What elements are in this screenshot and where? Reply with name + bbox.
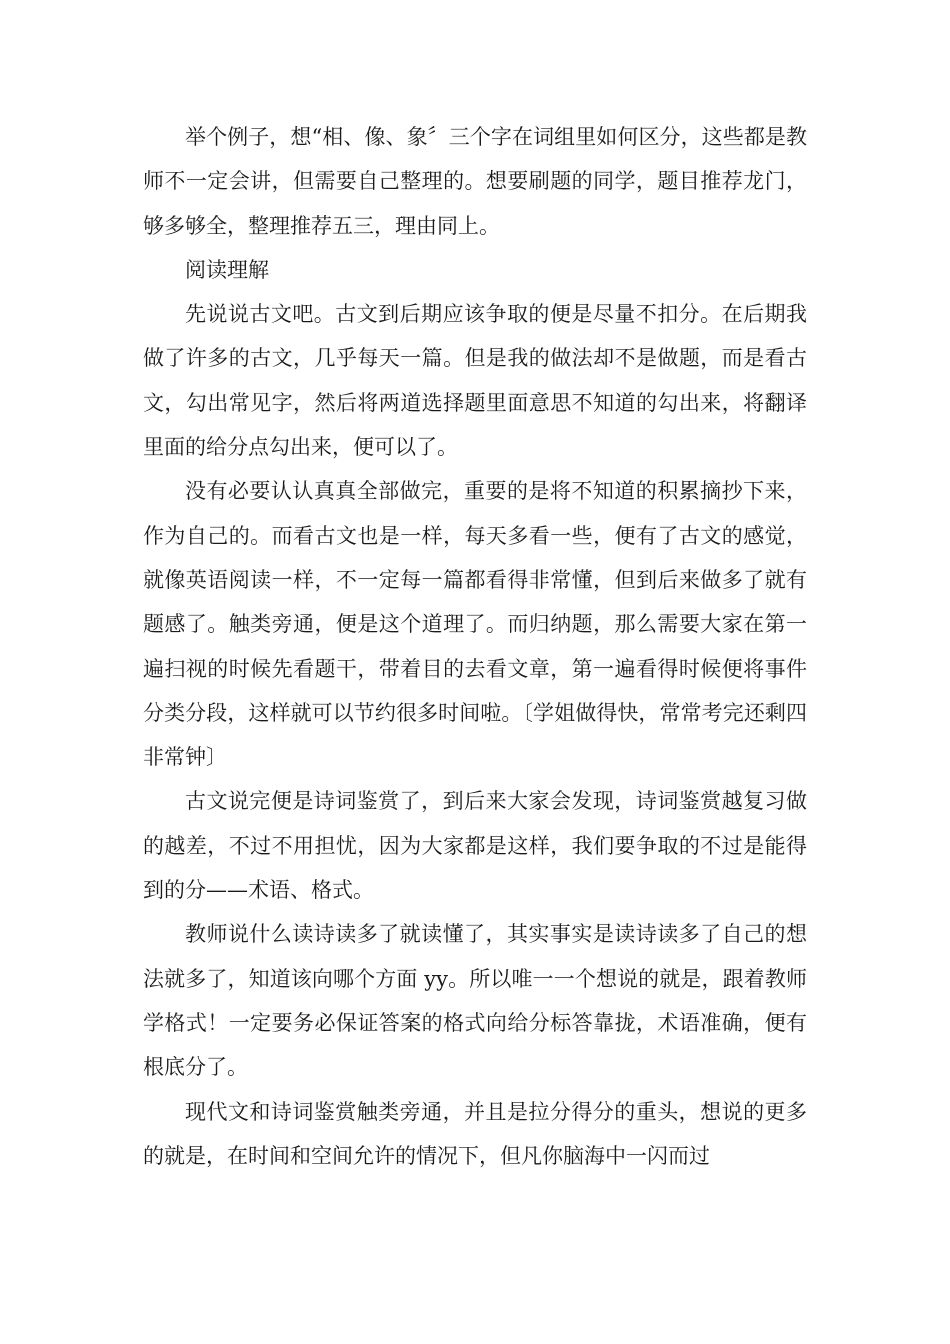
paragraph-modern-text: 现代文和诗词鉴赏触类旁通，并且是拉分得分的重头，想说的更多的就是，在时间和空间允许的情况下，但凡你脑海中一闪而过 <box>143 1099 807 1168</box>
paragraph-poetry: 古文说完便是诗词鉴赏了，到后来大家会发现，诗词鉴赏越复习做的越差，不过不用担忧，因为大家都是这样，我们要争取的不过是能得到的分——术语、格式。 <box>143 789 807 903</box>
document-body <box>143 115 807 1178</box>
paragraph-classical-chinese: 先说说古文吧。古文到后期应该争取的便是尽量不扣分。在后期我做了许多的古文，几乎每天一篇。但是我的做法却不是做题，而是看古文，勾出常见字，然后将两道选择题里面意思不知道的勾出来，将翻译里面的给分点勾出来，便可以了。 <box>143 302 807 460</box>
section-heading-reading: 阅读理解 <box>185 257 269 282</box>
paragraph-accumulate: 没有必要认认真真全部做完，重要的是将不知道的积累摘抄下来，作为自己的。而看古文也是一样，每天多看一些，便有了古文的感觉，就像英语阅读一样，不一定每一篇都看得非常懂，但到后来做多了就有题感了。触类旁通，便是这个道理了。而归纳题，那么需要大家在第一遍扫视的时候先看题干，带着目的去看文章，第一遍看得时候便将事件分类分段，这样就可以节约很多时间啦。〔学姐做得快，常常考完还剩四非常钟〕 <box>143 479 807 770</box>
paragraph-example: 举个例子，想“相、像、象〞三个字在词组里如何区分，这些都是教师不一定会讲，但需要自己整理的。想要刷题的同学，题目推荐龙门，够多够全，整理推荐五三，理由同上。 <box>143 125 807 238</box>
paragraph-teacher: 教师说什么读诗读多了就读懂了，其实事实是读诗读多了自己的想法就多了，知道该向哪个方面 yy。所以唯一一个想说的就是，跟着教师学格式！一定要务必保证答案的格式向给分标答靠拢，术语准确，便有根底分了。 <box>143 922 807 1080</box>
